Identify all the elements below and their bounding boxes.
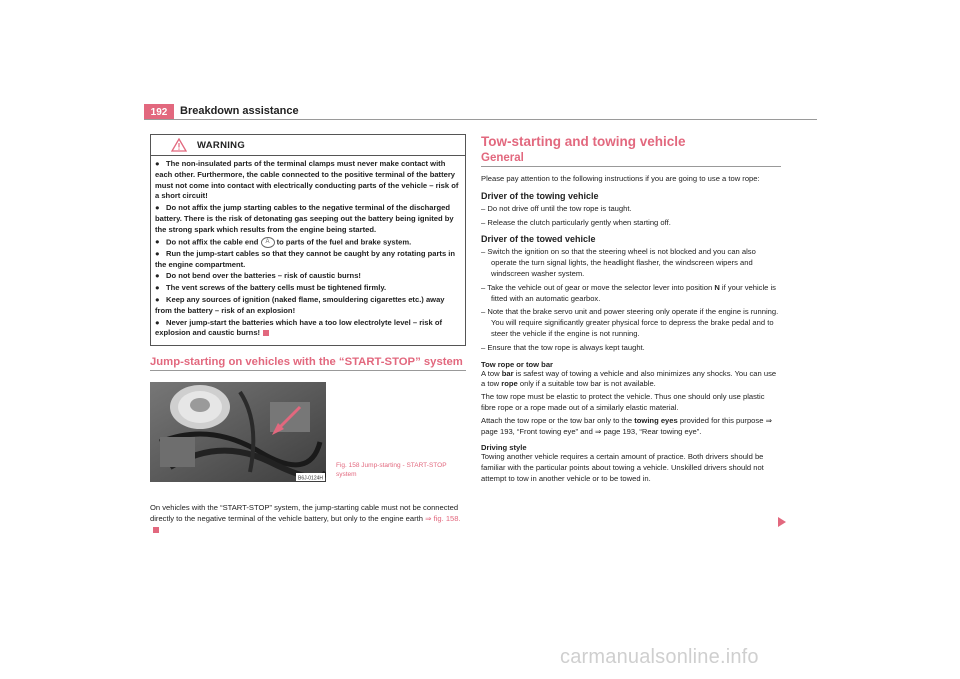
left-column [150,134,466,535]
running-header: Breakdown assistance [180,105,299,117]
general-heading: General [481,152,781,167]
warning-triangle-icon [171,138,187,152]
tow-rope-heading: Tow rope or tow bar [481,359,553,369]
warning-title: WARNING [197,139,246,151]
tow-rope-text: A tow bar is safest way of towing a vehicle and also minimizes any shocks. You can use a tow rope only if a suitable tow bar is not available. [481,368,777,389]
towed-driver-heading: Driver of the towed vehicle [481,234,596,245]
jump-start-heading: Jump-starting on vehicles with the “START-STOP” system [150,356,466,371]
warning-item: ● Run the jump-start cables so that they cannot be caught by any rotating parts in the engine compartment. [155,248,456,269]
jump-start-body: On vehicles with the “START-STOP” system, the jump-starting cable must not be connected directly to the negative terminal of the vehicle battery, but only to the engine earth ⇒ fig. 158. [150,502,466,535]
list-item: – Note that the brake servo unit and power steering only operate if the engine is running. You will require significantly greater physical force to depress the brake pedal and to steer the vehicle if the engine is not running. [481,307,779,338]
warning-item: ● Do not affix the jump starting cables to the negative terminal of the discharged battery. There is the risk of detonating gas seeping out the battery being ignited by the strong spark which results from the engine being started. [155,203,454,234]
warning-item: ● Keep any sources of ignition (naked flame, smouldering cigarettes etc.) away from the battery – risk of an explosion! [155,295,445,315]
figure-158 [150,382,466,502]
list-item: – Release the clutch particularly gently when starting off. [481,217,671,227]
figure-caption: Fig. 158 Jump-starting - START-STOP system [336,462,447,478]
warning-item: ● The non-insulated parts of the terminal clamps must never make contact with each other. Furthermore, the cable connected to the positive terminal of the battery must not come into contact with electrically conducting parts of the vehicle – risk of a short circuit! [155,159,459,201]
warning-header [151,135,465,156]
warning-item: ● The vent screws of the battery cells must be tightened firmly. [155,283,387,293]
warning-box [150,134,466,346]
section-end-icon [263,330,269,336]
tow-rope-text: Attach the tow rope or the tow bar only to the towing eyes provided for this purpose ⇒ page 193, “Front towing eye” and ⇒ page 193, “Rear towing eye”. [481,415,772,436]
next-page-arrow-icon[interactable] [778,517,786,527]
section-end-icon [153,527,159,533]
page-link[interactable]: ⇒ page 193, “Front towing eye” and ⇒ page 193, “Rear towing eye”. [481,415,772,436]
header-rule [144,119,817,120]
tow-rope-text: The tow rope must be elastic to protect the vehicle. Thus one should only use plastic fibre rope or a rope made out of a similarly elastic material. [481,392,765,412]
warning-item: ● Do not affix the cable end A to parts of the fuel and brake system. [155,237,412,247]
driving-style-heading: Driving style [481,443,527,453]
right-column [481,134,781,487]
list-item: – Do not drive off until the tow rope is taught. [481,203,632,213]
warning-item: ● Never jump-start the batteries which have a too low electrolyte level – risk of explosion and caustic burns! [155,317,442,338]
label-a-icon: A [261,237,275,248]
list-item: – Switch the ignition on so that the steering wheel is not blocked and you can also operate the turn signal lights, the headlight flasher, the windscreen wipers and windscreen washer system. [481,247,756,278]
image-code: B6J-0124H [297,475,324,482]
engine-photo [150,382,326,482]
watermark: carmanualsonline.info [560,646,759,668]
warning-item: ● Do not bend over the batteries – risk of caustic burns! [155,271,361,281]
list-item: – Ensure that the tow rope is always kept taught. [481,342,645,352]
figure-link[interactable]: ⇒ fig. 158. [425,514,461,524]
main-title: Tow-starting and towing vehicle [481,134,686,149]
general-text: Please pay attention to the following instructions if you are going to use a tow rope: [481,174,760,183]
towing-driver-heading: Driver of the towing vehicle [481,190,599,201]
list-item: – Take the vehicle out of gear or move the selector lever into position N if your vehicle is fitted with an automatic gearbox. [481,282,776,303]
driving-style-text: Towing another vehicle requires a certain amount of practice. Both drivers should be familiar with the particular points about towing a vehicle. Unskilled drivers should not attempt to tow in another vehicle or to be towed in. [481,452,764,483]
page-number: 192 [144,104,174,120]
